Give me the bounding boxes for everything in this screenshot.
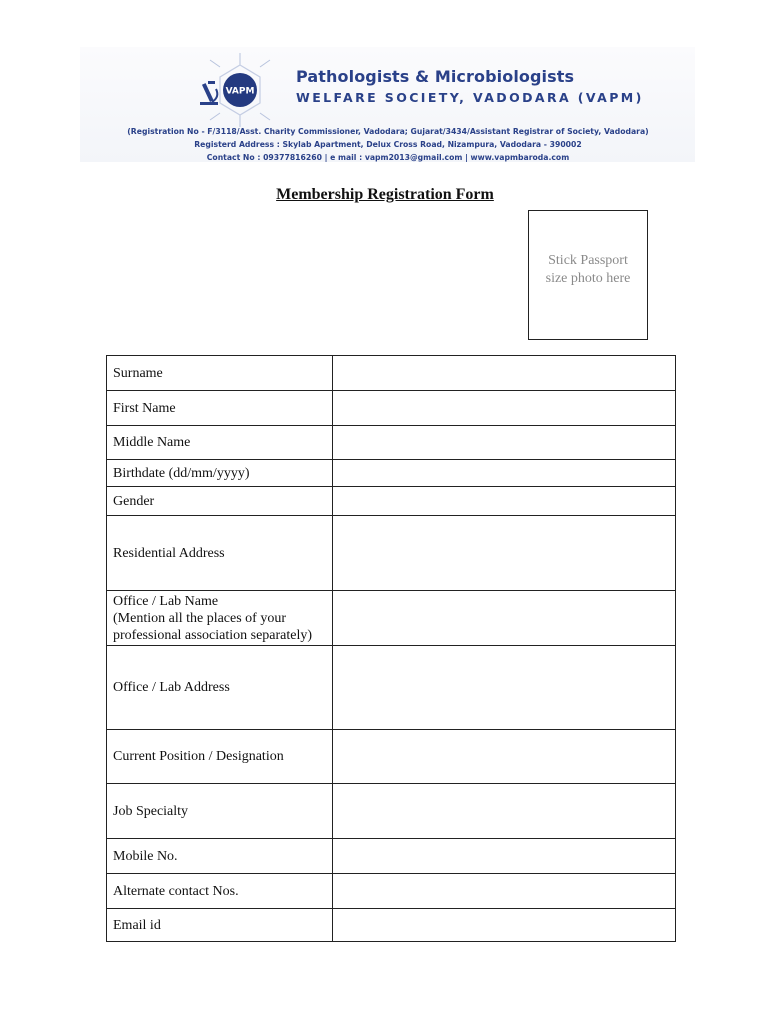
field-label: Middle Name <box>107 426 333 460</box>
field-label: Office / Lab Name (Mention all the places of your professional association separately) <box>107 591 333 646</box>
table-row <box>107 874 676 909</box>
office-lab-address-field[interactable] <box>332 646 675 730</box>
registered-address: Registerd Address : Skylab Apartment, Delux Cross Road, Nizampura, Vadodara - 390002 <box>194 140 582 149</box>
table-row <box>107 909 676 942</box>
photo-line-2: size photo here <box>545 271 631 286</box>
photo-line-1: Stick Passport <box>548 253 628 268</box>
email-field[interactable] <box>332 909 675 942</box>
vapm-logo <box>196 53 284 127</box>
table-row <box>107 460 676 487</box>
field-label: Job Specialty <box>107 784 333 839</box>
page-title: Membership Registration Form <box>276 186 494 203</box>
alternate-contact-field[interactable] <box>332 874 675 909</box>
passport-photo-box <box>528 210 648 340</box>
field-label: Email id <box>107 909 333 942</box>
office-lab-name-field[interactable] <box>332 591 675 646</box>
birthdate-field[interactable] <box>332 460 675 487</box>
surname-field[interactable] <box>332 356 675 391</box>
org-name: Pathologists & Microbiologists <box>296 67 575 86</box>
table-row <box>107 839 676 874</box>
table-row <box>107 516 676 591</box>
table-row <box>107 591 676 646</box>
field-label: Current Position / Designation <box>107 730 333 784</box>
photo-instructions <box>529 252 647 288</box>
field-label: Gender <box>107 487 333 516</box>
field-label: Residential Address <box>107 516 333 591</box>
registration-table <box>106 355 676 942</box>
table-row <box>107 487 676 516</box>
field-label: First Name <box>107 391 333 426</box>
microscope-icon <box>200 81 218 105</box>
registration-info <box>110 125 666 164</box>
gender-field[interactable] <box>332 487 675 516</box>
mobile-field[interactable] <box>332 839 675 874</box>
designation-field[interactable] <box>332 730 675 784</box>
contact-line: Contact No : 09377816260 | e mail : vapm2013@gmail.com | www.vapmbaroda.com <box>206 153 570 162</box>
table-row <box>107 646 676 730</box>
table-row <box>107 426 676 460</box>
table-row <box>107 391 676 426</box>
job-specialty-field[interactable] <box>332 784 675 839</box>
residential-address-field[interactable] <box>332 516 675 591</box>
table-row <box>107 730 676 784</box>
registration-number: (Registration No - F/3118/Asst. Charity Commissioner, Vadodara; Gujarat/3434/Assistant Registrar of Society, Vadodara) <box>127 127 649 136</box>
table-row <box>107 356 676 391</box>
middle-name-field[interactable] <box>332 426 675 460</box>
logo-text: VAPM <box>225 86 255 97</box>
field-label: Birthdate (dd/mm/yyyy) <box>107 460 333 487</box>
org-subtitle: WELFARE SOCIETY, VADODARA (VAPM) <box>296 90 644 105</box>
field-label: Mobile No. <box>107 839 333 874</box>
field-label: Surname <box>107 356 333 391</box>
field-label: Alternate contact Nos. <box>107 874 333 909</box>
first-name-field[interactable] <box>332 391 675 426</box>
table-row <box>107 784 676 839</box>
field-label: Office / Lab Address <box>107 646 333 730</box>
